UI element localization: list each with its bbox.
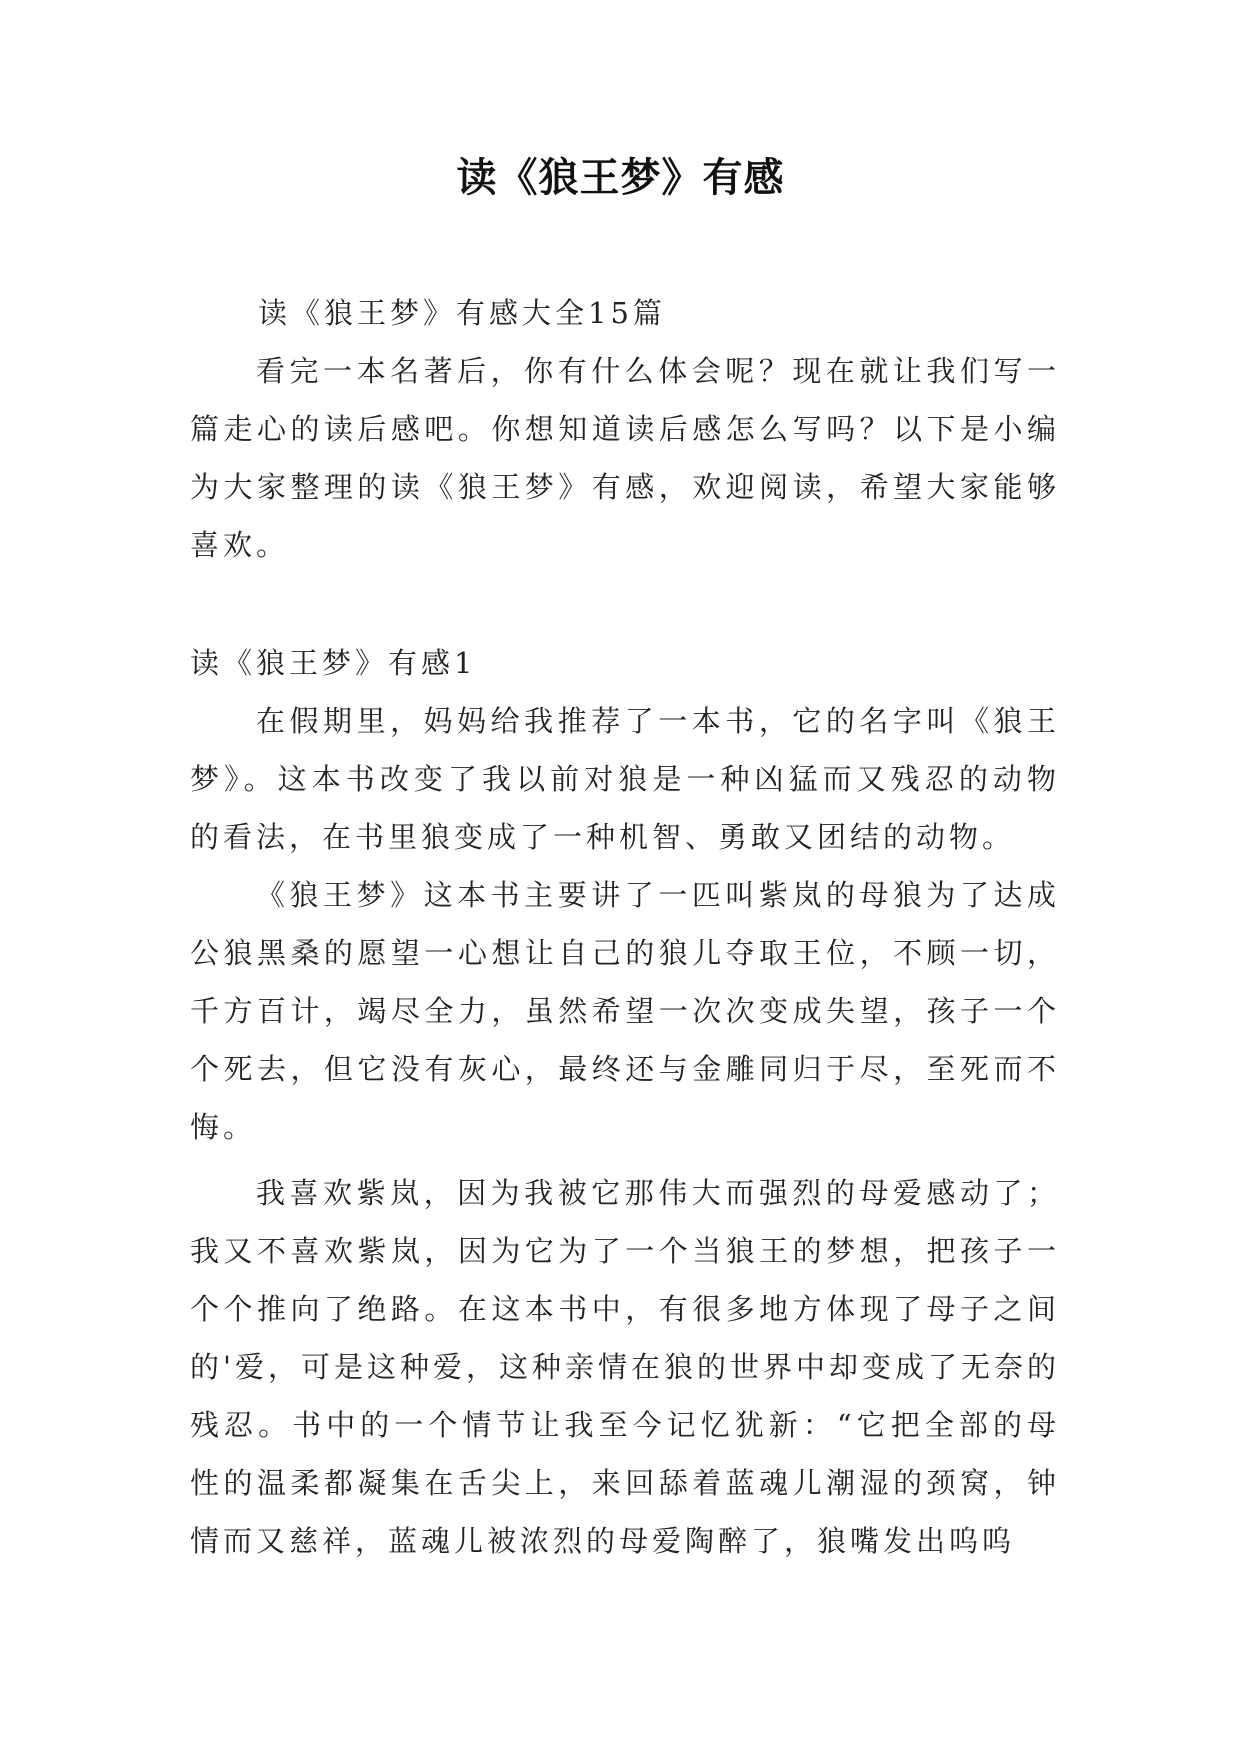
section-body bbox=[190, 692, 1060, 1570]
document-subtitle: 读《狼王梦》有感大全15篇 bbox=[258, 296, 666, 330]
document-title: 读《狼王梦》有感 bbox=[456, 155, 785, 201]
section-heading: 读《狼王梦》有感1 bbox=[190, 646, 477, 680]
paragraph-spacer bbox=[190, 1156, 1060, 1164]
body-paragraph: 我喜欢紫岚，因为我被它那伟大而强烈的母爱感动了；我又不喜欢紫岚，因为它为了一个当狼王的梦想，把孩子一个个推向了绝路。在这本书中，有很多地方体现了母子之间的'爱，可是这种爱，这种亲情在狼的世界中却变成了无奈的残忍。书中的一个情节让我至今记忆犹新：“它把全部的母性的温柔都凝集在舌尖上，来回舔着蓝魂儿潮湿的颈窝，钟情而又慈祥，蓝魂儿被浓烈的母爱陶醉了，狼嘴发出呜呜 bbox=[190, 1176, 1060, 1558]
body-paragraph: 《狼王梦》这本书主要讲了一匹叫紫岚的母狼为了达成公狼黑桑的愿望一心想让自己的狼儿夺取王位，不顾一切，千方百计，竭尽全力，虽然希望一次次变成失望，孩子一个个死去，但它没有灰心，最终还与金雕同归于尽，至死而不悔。 bbox=[190, 878, 1060, 1144]
body-paragraph: 在假期里，妈妈给我推荐了一本书，它的名字叫《狼王梦》。这本书改变了我以前对狼是一种凶猛而又残忍的动物的看法，在书里狼变成了一种机智、勇敢又团结的动物。 bbox=[190, 704, 1060, 854]
intro-block bbox=[190, 342, 1060, 574]
intro-paragraph: 看完一本名著后，你有什么体会呢？现在就让我们写一篇走心的读后感吧。你想知道读后感怎么写吗？以下是小编为大家整理的读《狼王梦》有感，欢迎阅读，希望大家能够喜欢。 bbox=[190, 354, 1060, 562]
